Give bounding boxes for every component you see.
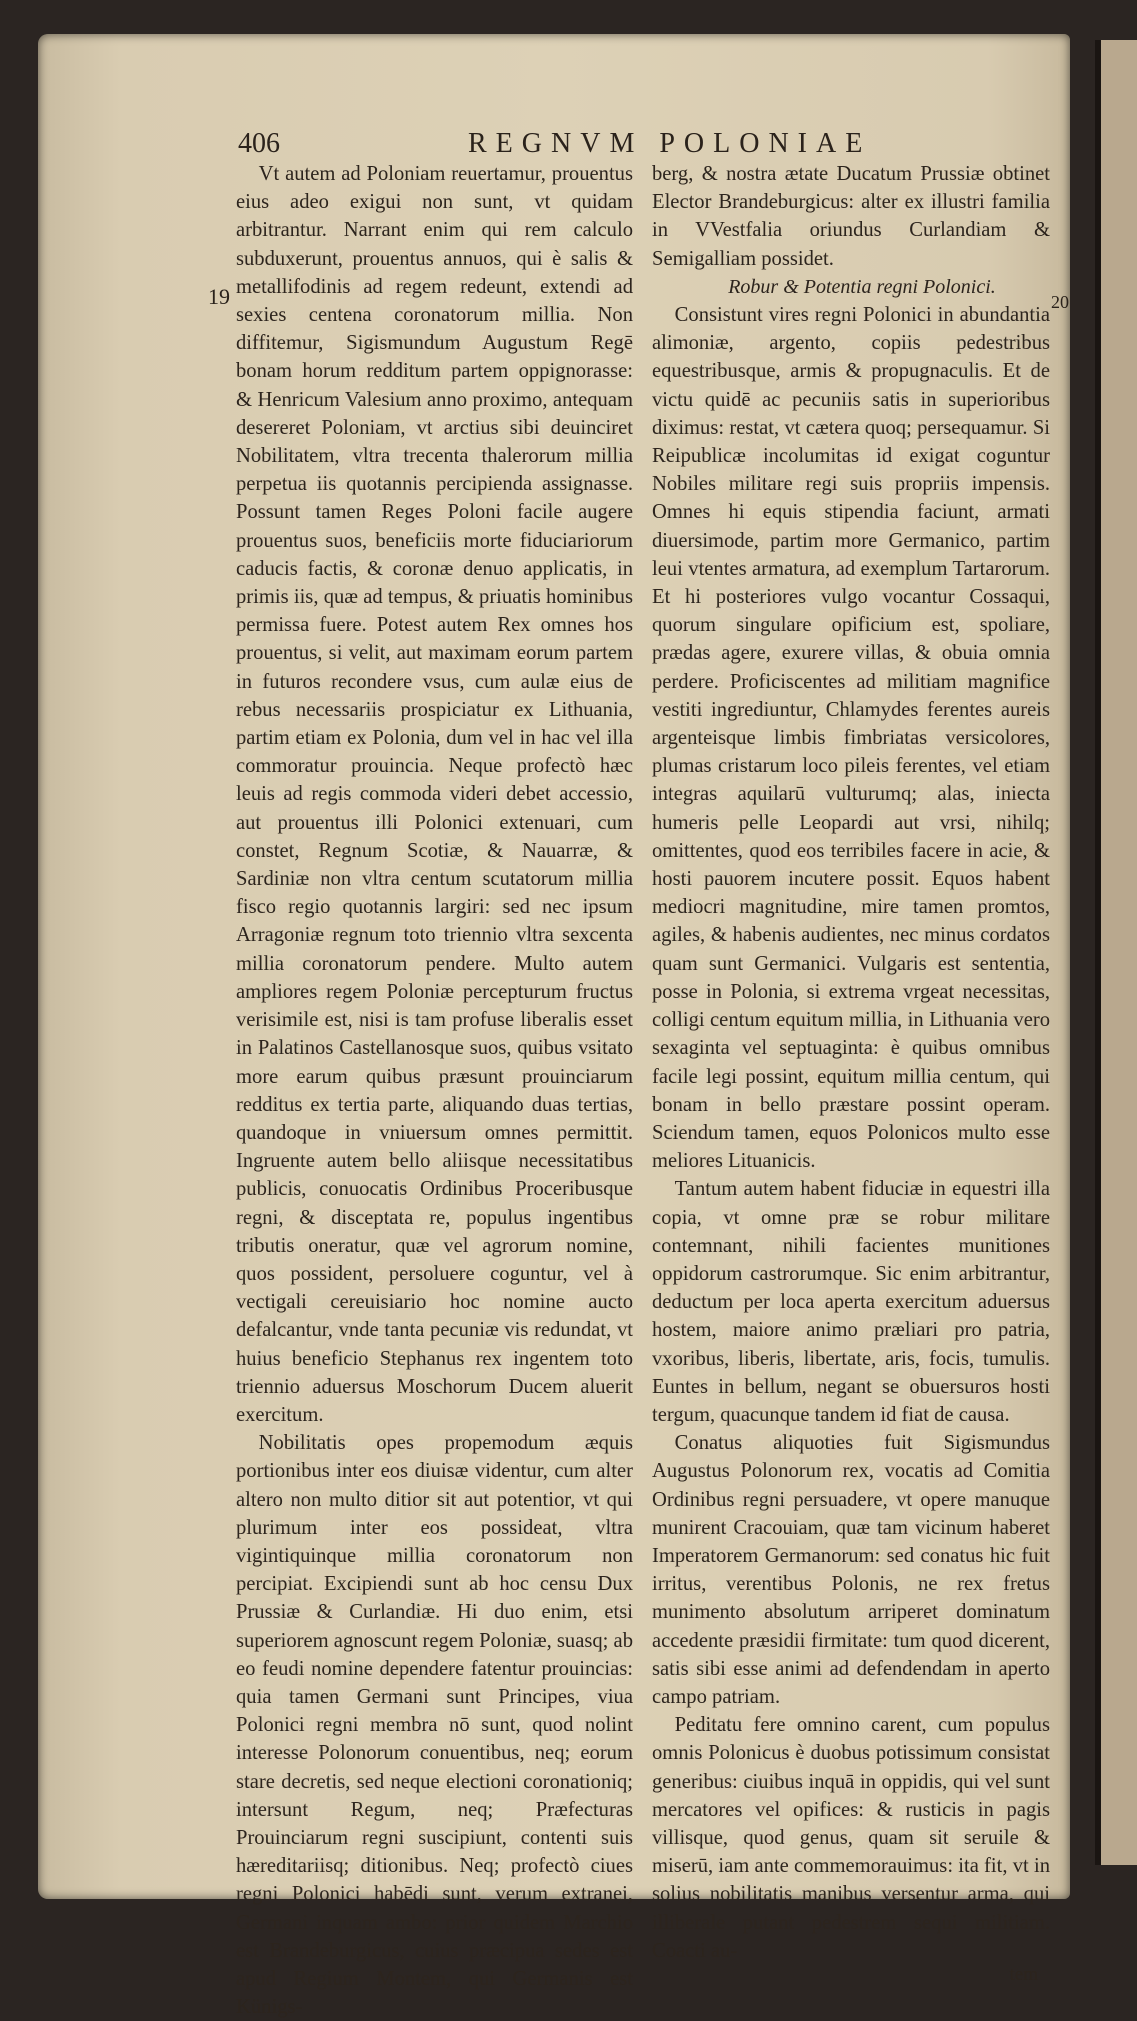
- paragraph-continuation: berg, & nostra ætate Ducatum Prussiæ obtinet Elector Brandeburgicus: alter ex illustri familia in VVestfalia oriundus Curlandiam & Semigalliam possidet.: [652, 163, 1050, 270]
- paragraph: Peditatu fere omnino carent, cum populus omnis Polonicus è duobus potissimum consistat generibus: ciuibus inquā in oppidis, qui vel sunt mercatores vel opifices: & rusticis in pagis villisque, quod genus, quam sit seruile & miserū, iam ante commemorauimus: ita fit, vt in solius nobilitatis manibus versentur arma, qui illiberale putant pedestrem sequi militiam. Coacti au-: [652, 1714, 1050, 1962]
- paragraph: Consistunt vires regni Polonici in abundantia alimoniæ, argento, copiis pedestribus equestribusque, armis & propugnaculis. Et de victu quidē ac pecuniis satis in superioribus diximus: restat, vt cætera quoq; persequamur. Si Reipublicæ incolumitas id exigat coguntur Nobiles militare regi suis propriis impensis. Omnes hi equis stipendia faciunt, armati diuersimode, partim more Germanico, partim leui vtentes armatura, ad exemplum Tartarorum. Et hi posteriores vulgo vocantur Cossaqui, quorum singulare opificium est, spoliare, prædas agere, exurere villas, & obuia omnia perdere. Proficiscentes ad militiam magnifice vestiti ingrediuntur, Chlamydes ferentes aureis argenteisque limbis fimbriatas versicolores, plumas cristarum loco pileis ferentes, vel etiam integras aquilarū vulturumq; alas, iniecta humeris pelle Leopardi aut vrsi, nihilq; omittentes, quod eos terribiles facere in acie, & hosti pauorem incutere possit. Equos habent mediocri magnitudine, mire tamen promtos, agiles, & habenis audientes, nec minus cordatos quam sunt Germanici. Vulgaris est sententia, posse in Polonia, si extrema vrgeat necessitas, colligi centum equitum millia, in Lithuania vero sexaginta vel septuaginta: è quibus omnibus facile legi possint, equitum millia centum, qui bonam in bello præstare possint operam. Sciendum tamen, equos Polonicos multo esse meliores Lituanicis.: [652, 304, 1050, 1173]
- running-title: REGNVM POLONIAE: [468, 128, 872, 159]
- paragraph: Tantum autem habent fiduciæ in equestri illa copia, vt omne præ se robur militare contemnant, nihili facientes munitiones oppidorum castrorumque. Sic enim arbitrantur, deductum per loca aperta exercitum aduersus hostem, maiore animo præliari pro patria, vxoribus, liberis, libertate, aris, focis, tumulis. Euntes in bellum, negant se obuersuros hosti tergum, quacunque tandem id fiat de causa.: [652, 1178, 1050, 1426]
- page-header: [238, 128, 1037, 162]
- paragraph: Vt autem ad Poloniam reuertamur, prouentus eius adeo exigui non sunt, vt quidam arbitrantur. Narrant enim qui rem calculo subduxerunt, prouentus annuos, qui è salis & metallifodinis ad regem redeunt, extendi ad sexies centena coronatorum millia. Non diffitemur, Sigismundum Augustum Regē bonam horum redditum partem oppignorasse: & Henricum Valesium anno proximo, antequam desereret Poloniam, vt arctius sibi deuinciret Nobilitatem, vltra trecenta thalerorum millia perpetua iis quotannis percipienda assignasse. Possunt tamen Reges Poloni facile augere prouentus suos, beneficiis morte fiduciariorum caducis factis, & coronæ denuo applicatis, in primis iis, quæ ad tempus, & priuatis hominibus permissa fuere. Potest autem Rex omnes hos prouentus, si velit, aut maximam eorum partem in futuros recondere vsus, cum aulæ eius de rebus necessariis prospiciatur ex Lithuania, partim etiam ex Polonia, dum vel in hac vel illa commoratur prouincia. Neque profectò hæc leuis ad regis commoda videri debet accessio, aut prouentus illi Polonici extenuari, cum constet, Regnum Scotiæ, & Nauarræ, & Sardiniæ non vltra centum scutatorum millia fisco regio quotannis largiri: sed nec ipsum Arragoniæ regnum toto triennio vltra sexcenta millia coronatorum pendere. Multo autem ampliores regem Poloniæ percepturum fructus verisimile est, nisi is tam profuse liberalis esset in Palatinos Castellanosque suos, quibus vsitato more earum quibus præsunt prouinciarum redditus ex tertia parte, aliquando duas tertias, quandoque in vniuersum omnes permittit. Ingruente autem bello aliisque necessitatibus publicis, conuocatis Ordinibus Proceribusque regni, & disceptata re, populus ingentibus tributis oneratur, quæ vel agrorum nomine, quos possident, persoluere coguntur, vel à vectigali cereuisiario hoc nomine aucto defalcantur, vnde tanta pecuniæ vis redundat, vt huius beneficio Stephanus rex ingentem toto triennio aduersus Moschorum Ducem aluerit exercitum.: [236, 163, 633, 1426]
- margin-note-left: 19: [208, 284, 230, 309]
- margin-note-right: 20: [1051, 292, 1069, 312]
- page-number: 406: [238, 128, 280, 159]
- left-column: [236, 160, 633, 2021]
- right-column: [652, 160, 1050, 1985]
- section-heading: Robur & Potentia regni Polonici.: [728, 275, 996, 298]
- paragraph: Nobilitatis opes propemodum æquis portionibus inter eos diuisæ videntur, cum alter altero non multo ditior sit aut potentior, vt qui plurimum inter eos possideat, vltra vigintiquinque millia coronatorum non percipiat. Excipiendi sunt ab hoc censu Dux Prussiæ & Curlandiæ. Hi duo enim, etsi superiorem agnoscunt regem Poloniæ, suasq; ab eo feudi nomine dependere fatentur prouincias: quia tamen Germani sunt Principes, viua Polonici regni membra nō sunt, quod nolint interesse Polonorum conuentibus, neq; eorum stare decretis, sed neque electioni coronationiq; intersunt Regum, neq; Præfecturas Prouinciarum regni suscipiunt, contenti suis hæreditariisq; ditionibus. Neq; profectò ciues regni Polonici habēdi sunt, verum extranei, Germani inquam ambo: prior quidem Marchio est Brandeburgicus, cuius præcipua sedes est apud Regium Montem, qui Germanis est Künigs-: [236, 1432, 633, 2019]
- paragraph: Conatus aliquoties fuit Sigismundus Augustus Polonorum rex, vocatis ad Comitia Ordinibus regni persuadere, vt opere manuque munirent Cracouiam, quæ tam vicinum haberet Imperatorem Germanorum: sed conatus hic fuit irritus, verentibus Polonis, ne rex fretus munimento absolutum arriperet dominatum accedente præsidii firmitate: tum quod dicerent, satis sibi esse animi ad defendendam in aperto campo patriam.: [652, 1432, 1050, 1708]
- adjacent-page-edge: [1095, 40, 1137, 1865]
- catchword: tem: [1009, 1964, 1038, 1985]
